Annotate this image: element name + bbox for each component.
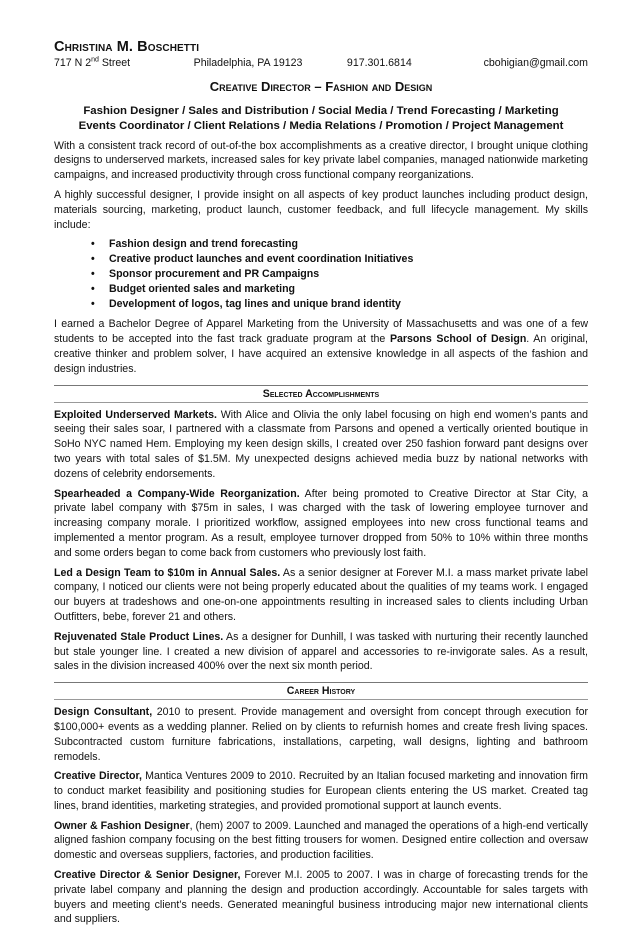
career-role: Creative Director & Senior Designer, bbox=[54, 869, 241, 882]
accomplishment-item bbox=[54, 408, 588, 482]
section-heading-accomplishments: Selected Accomplishments bbox=[54, 385, 588, 403]
education-text-end: . An original, creative thinker and problem solver, I have acquired an extensive knowledge in all aspects of the fashion and design industries. bbox=[54, 333, 588, 375]
school-name: Parsons School of Design bbox=[389, 333, 527, 346]
career-text: Mantica Ventures 2009 to 2010. Recruited by an Italian focused marketing and innovation firm to conduct market feasibility and positioning studies for European clients entering the US market. Created tag lines, brand identities, marketing strategies, and provided promotional support at launch events. bbox=[54, 770, 588, 812]
street-number: 717 N 2 bbox=[54, 57, 92, 69]
skill-item: • Budget oriented sales and marketing bbox=[109, 282, 588, 297]
accomplishment-text: With Alice and Olivia the only label focusing on high end women’s pants and seeing their sales soar, I partnered with a classmate from Parsons and opened a vertically oriented boutique in SoHo NYC named Hem. Employing my keen design skills, I created over 250 fashion forward pant designs over two years with total sales of $1.5M. My unexpected designs achieved media buzz by national networks with dozens of celebrity endorsements. bbox=[54, 408, 588, 480]
skill-item: • Development of logos, tag lines and unique brand identity bbox=[109, 297, 588, 312]
accomplishment-text: As a designer for Dunhill, I was tasked with nurturing their recently launched but stale younger line. I created a new division of apparel and accessories to re-invigorate sales. As a result, sales in the division increased 400% over the next six month period. bbox=[54, 630, 588, 673]
phone-number: 917.301.6814 bbox=[346, 57, 412, 69]
career-role: Owner & Fashion Designer bbox=[54, 819, 190, 832]
accomplishment-item bbox=[54, 630, 588, 674]
accomplishment-text: After being promoted to Creative Director at Star City, a private label company with $75m in sales, I was charged with the task of lowering employee turnover and increasing company morale. I prioritized workflow, assigned employees into new cross functional teams and implemented a mentor program. As a result, employee turnover dropped from 50% to 10% within three months and some orders began to come back from customers who previously lost faith. bbox=[54, 487, 588, 559]
career-item bbox=[54, 868, 588, 927]
contact-line bbox=[54, 56, 588, 70]
street-address bbox=[54, 56, 194, 70]
skill-item: • Fashion design and trend forecasting bbox=[109, 237, 588, 252]
career-text: , (hem) 2007 to 2009. Launched and managed the operations of a high-end vertically aligned fashion company focusing on the best fitting trousers for women. Designed entire collection and oversaw domestic and overseas suppliers, factories, and production facilities. bbox=[54, 819, 588, 862]
city-state-zip: Philadelphia, PA 19123 bbox=[193, 57, 303, 69]
accomplishment-title: Rejuvenated Stale Product Lines. bbox=[54, 630, 224, 643]
career-item bbox=[54, 819, 588, 863]
career-item bbox=[54, 769, 588, 813]
career-text: 2010 to present. Provide management and oversight from concept through execution for $100,000+ events as a wedding planner. Relied on by clients to refurnish homes and create fresh living spaces. Subcontracted custom furniture fabrications, installations, carpeting, wall designs, lighting and bathroom remodels. bbox=[54, 706, 588, 763]
accomplishment-title: Exploited Underserved Markets. bbox=[54, 408, 217, 421]
summary-paragraph-2: A highly successful designer, I provide insight on all aspects of key product launches including product design, materials sourcing, marketing, product launch, customer feedback, and full lifecycle management. My skills include: bbox=[54, 188, 588, 231]
skill-item: • Creative product launches and event coordination Initiatives bbox=[109, 252, 588, 267]
skill-item: • Sponsor procurement and PR Campaigns bbox=[109, 267, 588, 282]
career-role: Creative Director, bbox=[54, 770, 142, 783]
specialties-line-2: Events Coordinator / Client Relations / Media Relations / Promotion / Project Management bbox=[78, 119, 564, 132]
education-text: I earned a Bachelor Degree of Apparel Marketing from the University of Massachusetts and was one of a few students to be accepted into the fast track graduate program at the bbox=[54, 318, 588, 346]
accomplishment-text: As a senior designer at Forever M.I. a mass market private label company, I noticed our clients were not being properly educated about the qualities of my teams work. I engaged our buyers at tradeshows and one-on-one appointments resulting in increased sales to clients including Urban Outfitters, bebe, forever 21 and others. bbox=[54, 566, 588, 623]
street-name: Street bbox=[98, 57, 131, 69]
accomplishment-title: Spearheaded a Company-Wide Reorganization. bbox=[54, 487, 300, 500]
accomplishment-title: Led a Design Team to $10m in Annual Sales. bbox=[54, 566, 281, 579]
accomplishment-item bbox=[54, 566, 588, 625]
ordinal-suffix: nd bbox=[91, 56, 99, 64]
specialties bbox=[54, 104, 588, 134]
skills-list bbox=[54, 237, 588, 312]
career-item bbox=[54, 705, 588, 764]
job-title: Creative Director – Fashion and Design bbox=[209, 79, 433, 94]
summary-paragraph-1: With a consistent track record of out-of-the box accomplishments as a creative director, I brought unique clothing designs to underserved markets, increased sales for key private label companies, managed nationwide marketing campaigns, and increased productivity through cross functional company reorganizations. bbox=[54, 139, 588, 182]
section-heading-career: Career History bbox=[54, 682, 588, 700]
accomplishment-item bbox=[54, 487, 588, 561]
career-role: Design Consultant, bbox=[54, 706, 153, 719]
resume-page bbox=[54, 38, 588, 927]
email-address[interactable]: cbohigian@gmail.com bbox=[483, 57, 588, 69]
specialties-line-1: Fashion Designer / Sales and Distribution / Social Media / Trend Forecasting / Marketing bbox=[83, 105, 559, 117]
education-paragraph bbox=[54, 317, 588, 376]
candidate-name: Christina M. Boschetti bbox=[54, 39, 200, 55]
career-text: Forever M.I. 2005 to 2007. I was in charge of forecasting trends for the private label company and planning the design and production accordingly. Accountable for sales targets with buyers and meeting client’s needs. Generated meaningful business introducing major new international clients and suppliers. bbox=[54, 869, 589, 926]
